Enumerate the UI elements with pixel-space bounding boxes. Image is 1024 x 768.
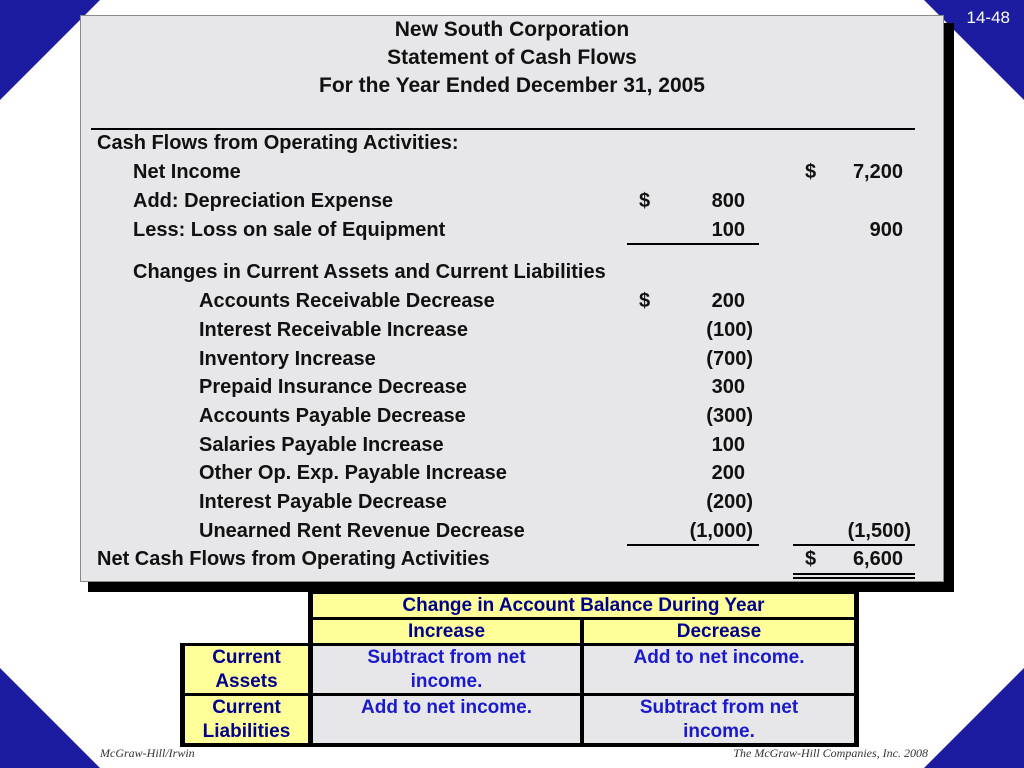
change-value: (200) [706, 491, 753, 513]
change-value: 100 [711, 434, 745, 456]
adjustment-total: 900 [869, 219, 903, 241]
slide-number: 14-48 [966, 8, 1010, 27]
change-label: Interest Receivable Increase [199, 319, 469, 341]
change-value: (700) [706, 348, 753, 370]
change-value: (300) [706, 405, 753, 427]
row-label-line: Liabilities [202, 721, 291, 742]
current-liabilities-decrease-rule [584, 696, 854, 743]
cash-flow-statement [80, 15, 944, 582]
section-heading: Cash Flows from Operating Activities: [97, 132, 459, 154]
rule-text-line: Subtract from net [367, 647, 526, 668]
change-label: Inventory Increase [199, 348, 376, 370]
subtotal-rule-3 [793, 544, 915, 546]
corner-decoration-bottom-left [0, 668, 100, 768]
corner-decoration-bottom-right [924, 668, 1024, 768]
subtotal-rule-1 [627, 243, 759, 245]
change-value: (100) [706, 319, 753, 341]
rule-text-line: Subtract from net [639, 697, 799, 718]
subtotal-rule-2 [627, 544, 759, 546]
change-label: Unearned Rent Revenue Decrease [199, 520, 525, 542]
change-label: Prepaid Insurance Decrease [199, 376, 467, 398]
rule-text-line: income. [410, 671, 483, 692]
loss-label: Less: Loss on sale of Equipment [133, 219, 446, 241]
current-assets-decrease-rule: Add to net income. [584, 646, 854, 693]
rule-text-line: income. [683, 721, 755, 742]
depreciation-dollar: $ [639, 190, 651, 212]
row-label-line: Current [212, 697, 281, 718]
net-cash-dollar: $ [805, 548, 817, 570]
change-value: (1,000) [689, 520, 753, 542]
total-double-rule-top [793, 573, 915, 575]
statement-period: For the Year Ended December 31, 2005 [319, 74, 705, 97]
change-value: 300 [711, 376, 745, 398]
company-name: New South Corporation [394, 18, 630, 41]
net-income-dollar: $ [805, 161, 817, 183]
header-rule [91, 128, 915, 130]
column-increase: Increase [313, 620, 580, 643]
current-liabilities-increase-rule: Add to net income. [313, 696, 580, 743]
total-double-rule-bottom [793, 577, 915, 579]
net-cash-value: 6,600 [852, 548, 903, 570]
table-header: Change in Account Balance During Year [313, 594, 854, 617]
net-income-label: Net Income [133, 161, 241, 183]
row-current-assets [185, 646, 308, 693]
change-value: 200 [711, 462, 745, 484]
changes-heading: Changes in Current Assets and Current Liabilities [133, 261, 606, 283]
depreciation-value: 800 [711, 190, 745, 212]
loss-value: 100 [711, 219, 745, 241]
row-label-line: Assets [215, 671, 278, 692]
row-current-liabilities [185, 696, 308, 743]
column-decrease: Decrease [584, 620, 854, 643]
change-label: Interest Payable Decrease [199, 491, 447, 513]
change-label: Other Op. Exp. Payable Increase [199, 462, 507, 484]
net-income-value: 7,200 [852, 161, 903, 183]
footer-copyright: The McGraw-Hill Companies, Inc. 2008 [733, 746, 928, 760]
row-label-line: Current [212, 647, 281, 668]
change-label: Salaries Payable Increase [199, 434, 444, 456]
changes-total: (1,500) [847, 520, 911, 542]
footer-publisher: McGraw-Hill/Irwin [100, 746, 195, 760]
current-assets-increase-rule [313, 646, 580, 693]
net-cash-label: Net Cash Flows from Operating Activities [97, 548, 490, 570]
statement-title: Statement of Cash Flows [387, 46, 637, 69]
change-value: 200 [711, 290, 745, 312]
depreciation-label: Add: Depreciation Expense [133, 190, 394, 212]
change-label: Accounts Receivable Decrease [199, 290, 495, 312]
change-dollar: $ [639, 290, 651, 312]
change-label: Accounts Payable Decrease [199, 405, 466, 427]
